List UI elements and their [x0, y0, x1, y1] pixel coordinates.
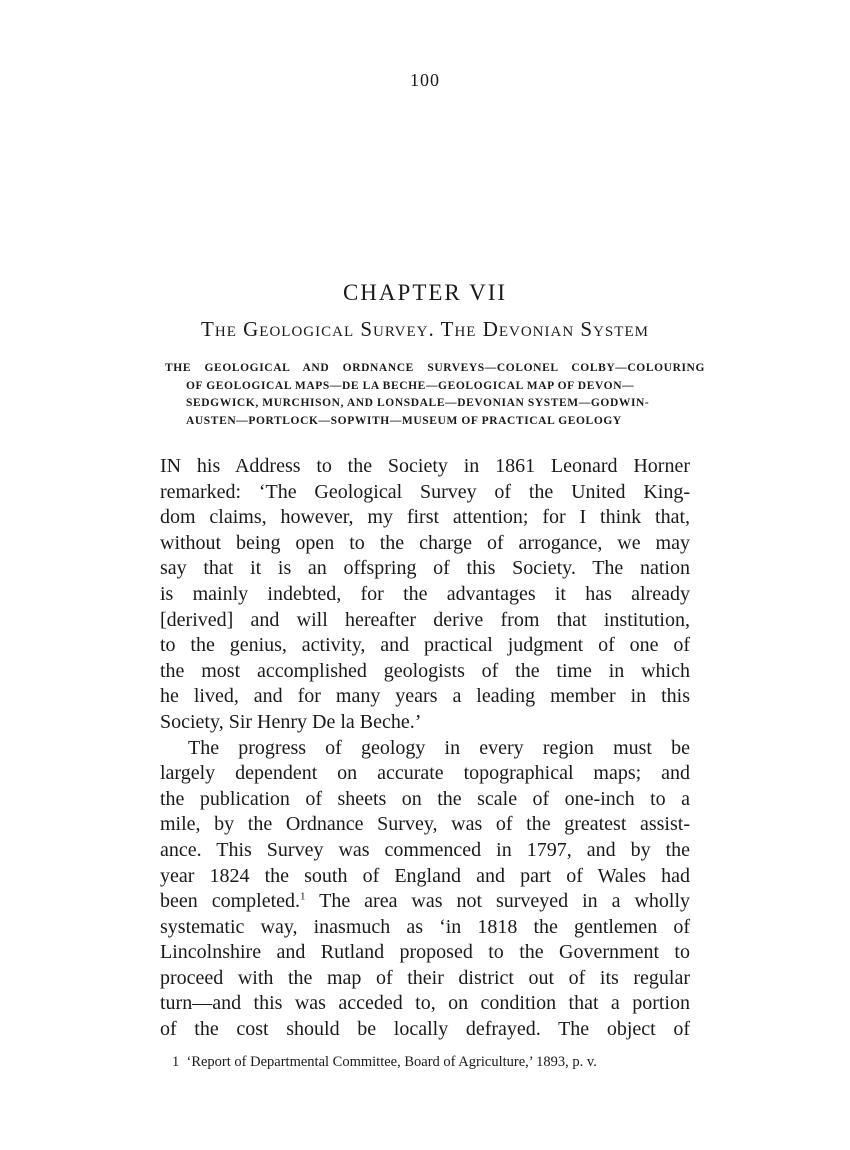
text-segment: been completed. — [160, 890, 301, 913]
text-line: of the cost should be locally defrayed. The object of — [160, 1018, 690, 1041]
page-number: 100 — [410, 70, 440, 90]
text-line: without being open to the charge of arrogance, we may — [160, 531, 690, 554]
text-line: dom claims, however, my first attention; for I think that, — [160, 506, 690, 529]
text-line: remarked: ‘The Geological Survey of the United King- — [160, 480, 690, 503]
text-segment: The area was not surveyed in a wholly — [319, 890, 691, 913]
summary-line: OF GEOLOGICAL MAPS—DE LA BECHE—GEOLOGICAL MAP OF DEVON— — [186, 379, 635, 392]
footnote-text: ‘Report of Departmental Committee, Board of Agriculture,’ 1893, p. v. — [186, 1054, 597, 1070]
text-line: ance. This Survey was commenced in 1797, and by the — [160, 838, 690, 861]
summary-line: THE GEOLOGICAL AND ORDNANCE SURVEYS—COLONEL COLBY—COLOURING — [165, 362, 705, 374]
text-line: systematic way, inasmuch as ‘in 1818 the gentlemen of — [160, 915, 690, 938]
text-line: The progress of geology in every region must be — [188, 736, 690, 759]
footnote-marker: 1 — [172, 1054, 180, 1070]
text-line: the most accomplished geologists of the time in which — [160, 659, 690, 682]
chapter-subtitle: The Geological Survey. The Devonian System — [201, 317, 649, 341]
summary-line: AUSTEN—PORTLOCK—SOPWITH—MUSEUM OF PRACTICAL GEOLOGY — [186, 414, 622, 427]
text-line: say that it is an offspring of this Society. The nation — [160, 557, 690, 580]
chapter-summary — [165, 360, 705, 430]
text-line: IN his Address to the Society in 1861 Leonard Horner — [160, 455, 690, 477]
text-line: is mainly indebted, for the advantages it has already — [160, 582, 690, 605]
text-line: year 1824 the south of England and part of Wales had — [160, 864, 690, 887]
text-line: to the genius, activity, and practical judgment of one of — [160, 634, 690, 657]
chapter-title: CHAPTER VII — [342, 280, 508, 305]
text-line — [160, 889, 690, 915]
text-line: mile, by the Ordnance Survey, was of the greatest assist- — [160, 813, 690, 836]
text-line: Lincolnshire and Rutland proposed to the Government to — [160, 941, 690, 964]
text-line: largely dependent on accurate topographical maps; and — [160, 762, 690, 785]
text-line: turn—and this was acceded to, on condition that a portion — [160, 992, 690, 1015]
text-line: Society, Sir Henry De la Beche.’ — [160, 710, 422, 733]
footnote — [172, 1054, 692, 1071]
text-line: he lived, and for many years a leading member in this — [160, 685, 690, 708]
summary-line: SEDGWICK, MURCHISON, AND LONSDALE—DEVONIAN SYSTEM—GODWIN- — [186, 397, 650, 409]
body-text — [160, 454, 690, 1043]
text-line: the publication of sheets on the scale of one-inch to a — [160, 787, 690, 810]
text-line: [derived] and will hereafter derive from that institution, — [160, 608, 690, 631]
footnote-reference: 1 — [300, 890, 306, 903]
text-line: proceed with the map of their district out of its regular — [160, 966, 690, 989]
